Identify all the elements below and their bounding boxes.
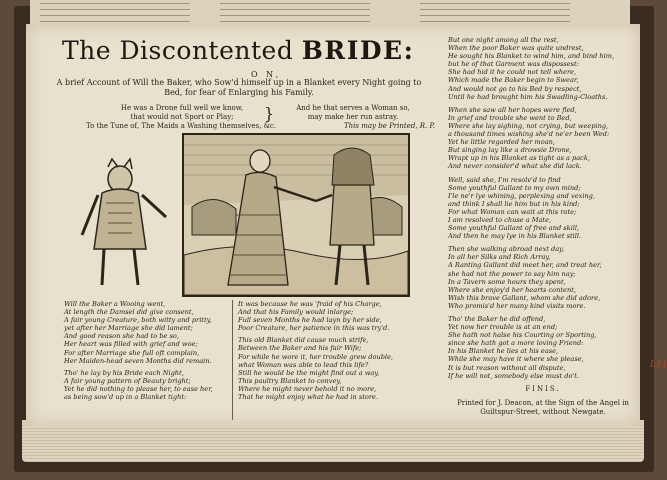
licence-line: This may be Printed, R. P. <box>344 122 435 130</box>
title-on: O N, <box>251 70 282 79</box>
verse-column-1 <box>64 300 232 401</box>
verse-line: she had not the power to say him nay; <box>448 269 576 278</box>
verse-line: But singing lay like a drowsie Drone, <box>448 146 572 155</box>
verse-line: Yet he little regarded her moan, <box>448 138 555 147</box>
verse-line: Some youthful Gallant of free and skill, <box>448 224 580 233</box>
printer-imprint <box>448 399 638 417</box>
verse-line: But one night among all the rest, <box>448 36 559 44</box>
verse-line: Wish this brave Gallant, whom she did adore, <box>448 293 601 302</box>
verse-line: Tho' the Baker he did offend, <box>448 315 546 323</box>
page-stack-edge <box>22 420 644 462</box>
verse-line: but he of that Garment was dispossest: <box>448 60 579 69</box>
verse-line: For while he wore it, her trouble grew double, <box>238 352 394 361</box>
verse-line: A fair young pattern of Beauty bright; <box>64 376 191 385</box>
header-verse-left <box>102 104 262 122</box>
stanza <box>448 245 638 310</box>
verse-line: Well, said she, I'm resolv'd to find <box>448 175 561 184</box>
verse-line: At length the Damsel did give consent, <box>64 308 194 317</box>
verse-line: If he will not, somebody else must do't. <box>448 371 580 380</box>
verse-line: I am resolved to chuse a Mate, <box>448 215 552 224</box>
verse-line: For after Marriage she full oft complain, <box>64 348 200 357</box>
printer-line: Guiltspur-Street, without Newgate. <box>480 407 606 416</box>
verse-line: A fair young Creature, both witty and pritty, <box>64 316 212 325</box>
title-main: The Discontented <box>62 36 294 65</box>
verse-line: Which made the Baker begin to Swear, <box>448 76 579 85</box>
header-verse-line: that would not Sport or Play; <box>130 113 234 121</box>
verse-line: I'le ne'r lye whining, perplexing and vexing, <box>448 191 595 200</box>
verse-line: Where she lay sighing, not crying, but weeping, <box>448 121 609 130</box>
verse-brace: } <box>264 104 275 123</box>
verse-line: as being sow'd up in a Blanket tight: <box>64 393 187 402</box>
verse-line: Still he would be the might find out a way, <box>238 368 380 377</box>
column-divider <box>232 300 233 420</box>
verse-line: And never consider'd what she did lack. <box>448 162 582 171</box>
verse-line: yet after her Marriage she did lament; <box>64 324 193 333</box>
header-verse-line: And he that serves a Woman so, <box>296 104 410 112</box>
verse-line: And then he may lye in his Blanket still. <box>448 232 582 241</box>
verse-line: Poor Creature, her patience in this was try'd. <box>238 324 390 333</box>
verse-line: It is but reason without all dispute, <box>448 363 566 372</box>
verse-line: When the poor Baker was quite undrest, <box>448 44 584 53</box>
page-tab-marker: L11 <box>650 360 667 370</box>
verse-line: Between the Baker and his fair Wife; <box>238 344 362 353</box>
verse-line: It was because he was 'fraid of his Charge, <box>238 300 382 308</box>
verse-line: This old Blanket did cause much strife, <box>238 336 369 345</box>
verse-line: In his Blanket he lies at his ease, <box>448 347 559 356</box>
verse-line: what Woman was able to lead this life? <box>238 360 369 369</box>
title-emphasis: BRIDE: <box>301 36 415 65</box>
verse-line: And that his Family would inlarge; <box>238 308 354 317</box>
verse-line: Where she enjoy'd her hearts content, <box>448 285 576 294</box>
verse-line: Her Maiden-head seven Months did remain. <box>64 356 212 365</box>
verse-line: This paultry Blanket to convey, <box>238 376 342 385</box>
woodcut-baker-figure <box>74 139 178 291</box>
verse-line: since she hath got a more loving Friend: <box>448 339 584 348</box>
page-title <box>62 36 442 65</box>
subtitle: A brief Account of Will the Baker, who Sow'd himself up in a Blanket every Night going to Bed, for fear of Enlarging his Family. <box>56 78 422 97</box>
verse-line: Where he might never behold it no more, <box>238 384 377 393</box>
verse-line: In all her Silks and Rich Array, <box>448 253 551 262</box>
verse-line: a thousand times wishing she'd ne'er been Wed: <box>448 130 610 139</box>
verse-line: Yet now her trouble is at an end; <box>448 323 558 332</box>
verse-line: Then she walking abroad next day, <box>448 245 565 254</box>
verse-line: And good reason she had to be so, <box>64 332 179 341</box>
verse-column-2 <box>238 300 443 401</box>
header-verse-line: He was a Drone full well we know, <box>120 104 244 112</box>
verse-line: For what Woman can wait at this rate; <box>448 207 577 216</box>
header-verse-right <box>278 104 428 122</box>
verse-line: That he might enjoy what he had in store. <box>238 393 379 402</box>
stanza <box>448 106 638 171</box>
header-verse-line: may make her run astray. <box>307 113 399 121</box>
verse-line: In a Tavern some hours they spent, <box>448 277 566 286</box>
finis: FINIS. <box>525 384 561 393</box>
verse-line: She hath not halse his Courting or Sporting, <box>448 331 597 340</box>
previous-page-edge <box>30 0 630 26</box>
verse-line: She had hid it he could not tell where, <box>448 68 577 77</box>
verse-line: He sought his Blanket to wind him, and bind him, <box>448 52 615 61</box>
verse-line: When she saw all her hopes were fled, <box>448 105 577 114</box>
woodcut-couple-scene <box>182 133 410 297</box>
left-section <box>26 24 446 426</box>
verse-line: Full seven Months he had layn by her side, <box>238 316 382 325</box>
verse-line: A Ranting Gallant did meet her, and treat her, <box>448 261 602 270</box>
broadside-page <box>26 24 640 426</box>
verse-line: and think I shall lie him but in his kind; <box>448 199 580 208</box>
verse-line: Some youthful Gallant to my own mind; <box>448 183 581 192</box>
verse-line: Wrapt up in his Blanket as tight as a pack, <box>448 154 590 163</box>
verse-line: While she may have it where she please, <box>448 355 584 364</box>
right-column <box>448 36 638 426</box>
verse-line: Her heart was filled with grief and woe; <box>64 340 198 349</box>
verse-line: Will the Baker a Wooing went, <box>64 300 166 308</box>
stanza <box>448 36 638 101</box>
verse-line: And would not go to his Bed by respect, <box>448 84 582 93</box>
tune-line: To the Tune of, The Maids a Washing themselves, &c. <box>86 122 277 130</box>
verse-line: Yet he did nothing to please her, to ease her, <box>64 384 213 393</box>
stanza <box>448 176 638 241</box>
printer-line: Printed for J. Deacon, at the Sign of the Angel in <box>457 398 629 407</box>
verse-line: In grief and trouble she went to Bed, <box>448 113 572 122</box>
verse-line: Tho' he lay by his Bride each Night, <box>64 368 184 377</box>
verse-line: Who promis'd her many kind visits more. <box>448 301 586 310</box>
verse-line: Until he had brought him his Swadling-Cloaths. <box>448 92 608 101</box>
stanza <box>448 315 638 380</box>
